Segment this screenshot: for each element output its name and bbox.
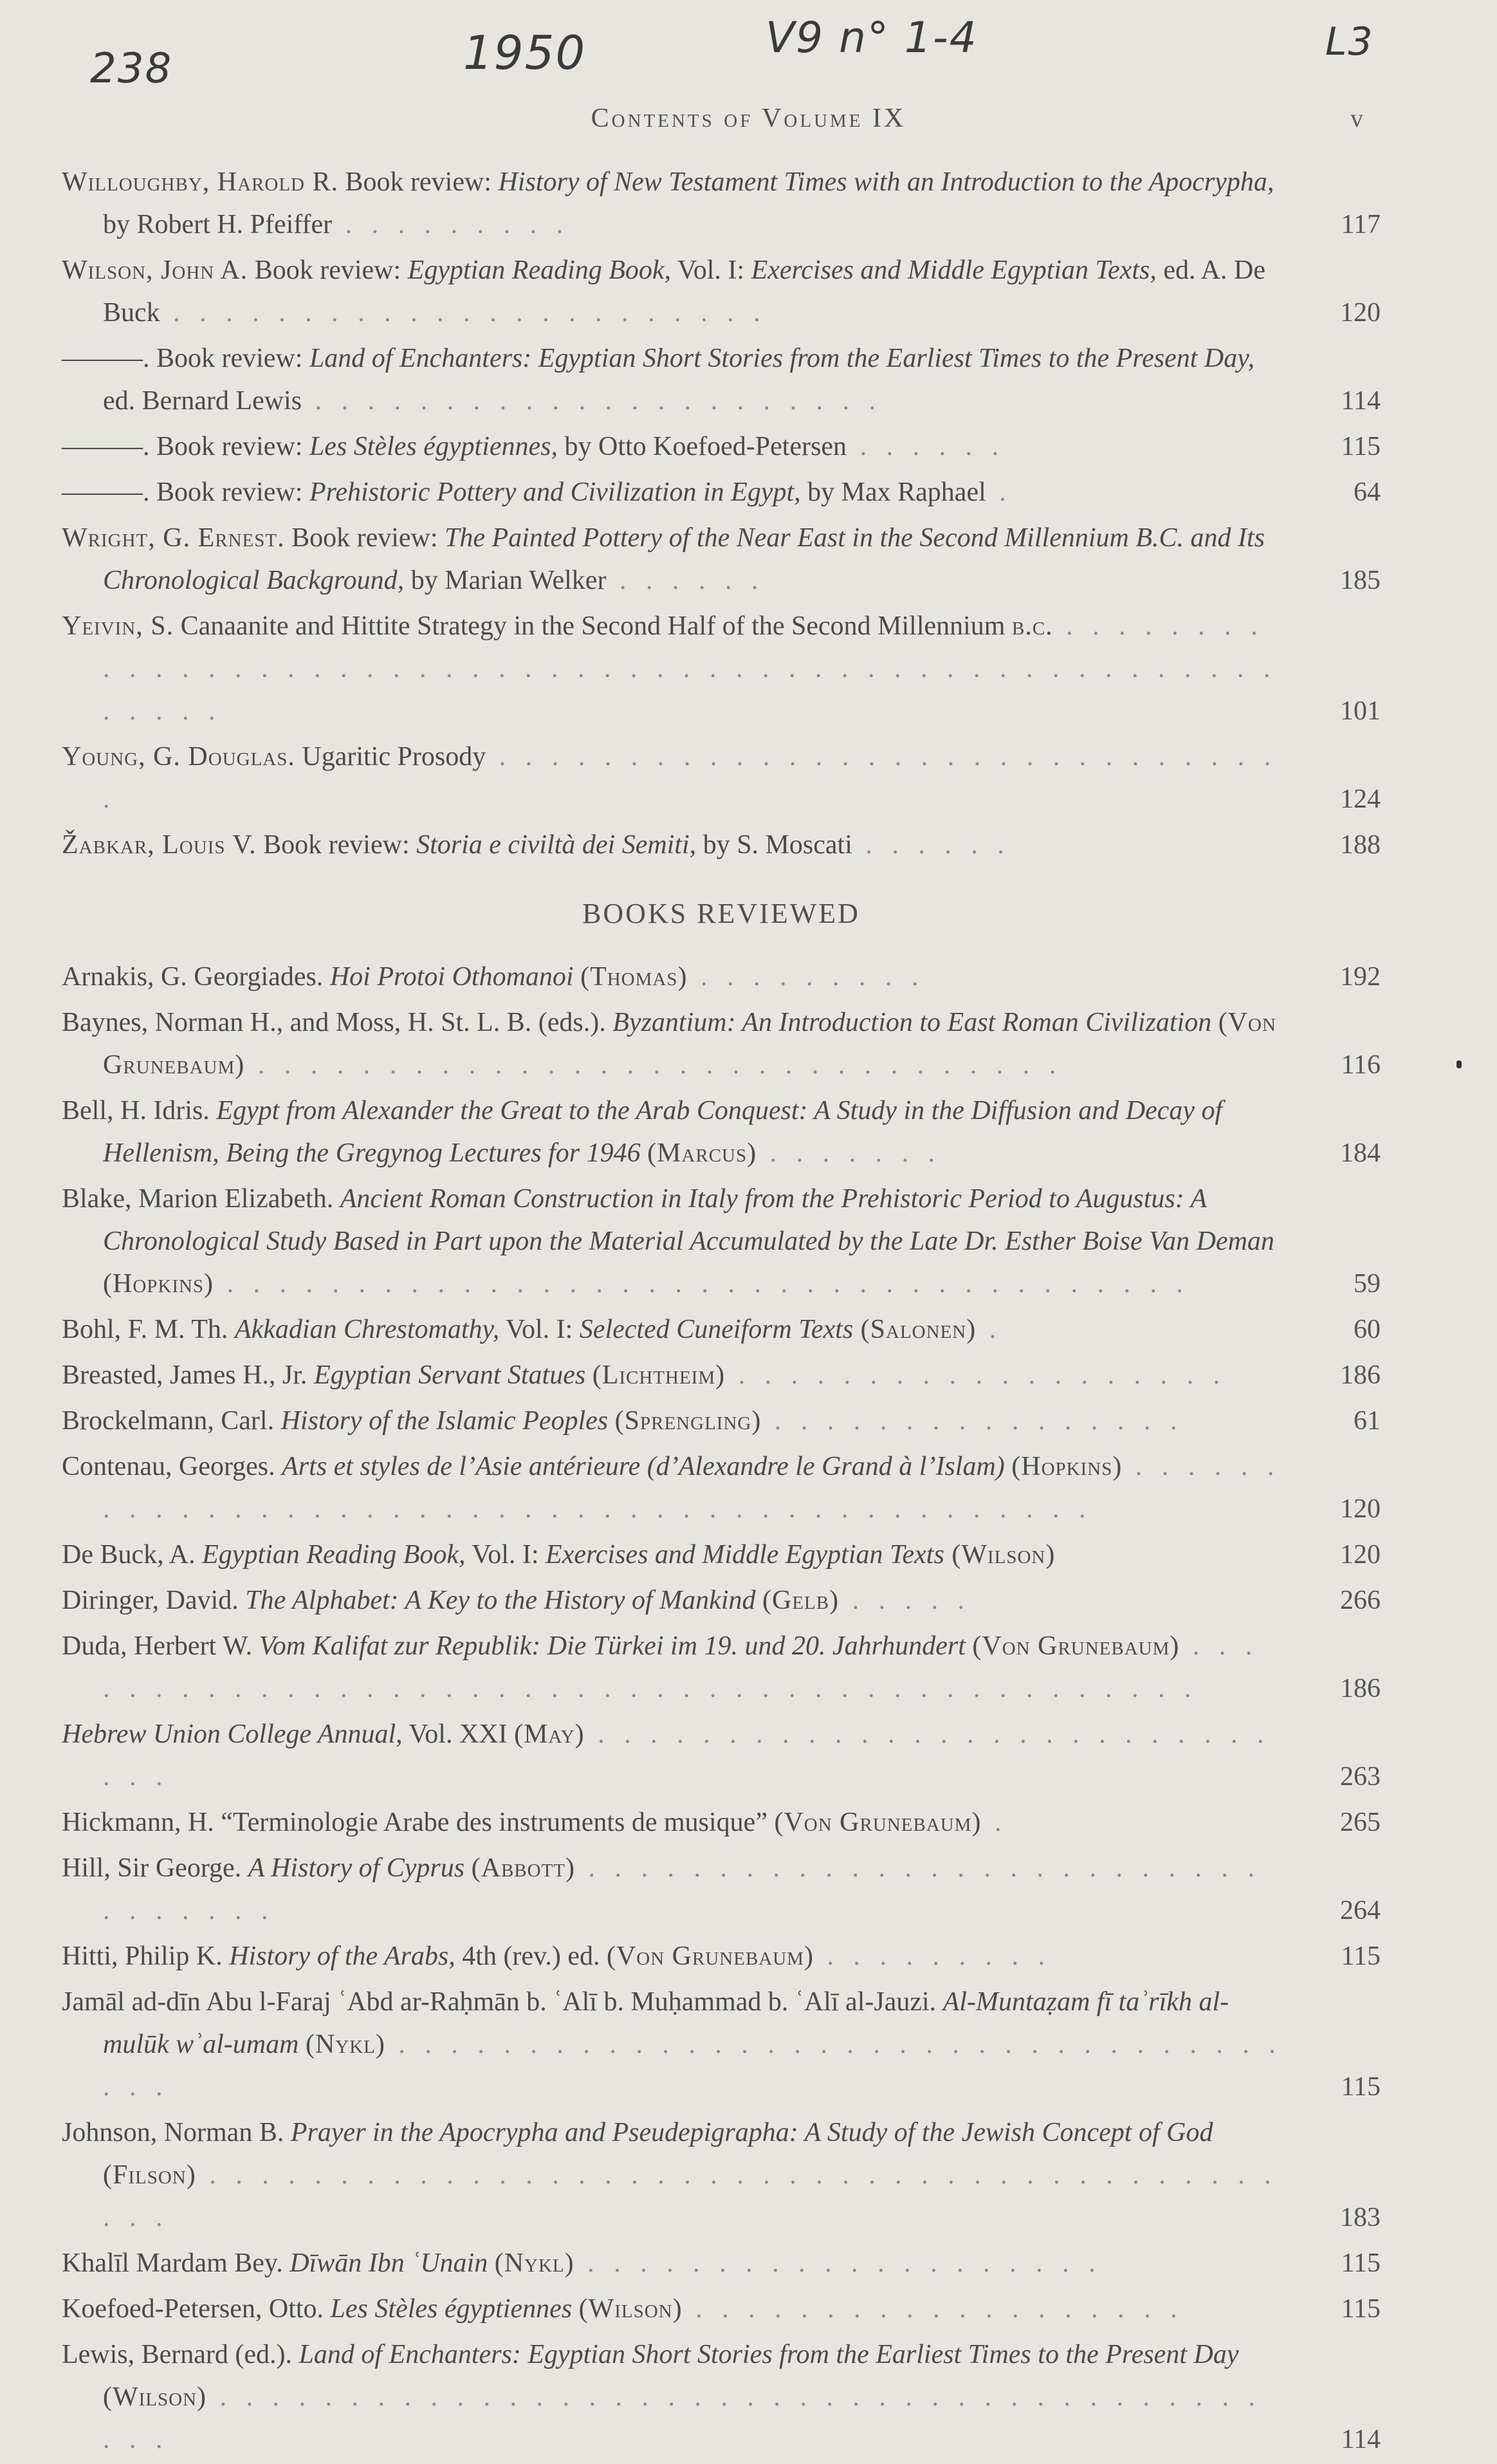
page-number: 192 xyxy=(1340,962,1381,992)
reviewer-name: (Sprengling) xyxy=(614,1406,762,1436)
book-author: Bell, H. Idris. xyxy=(62,1096,217,1125)
list-item xyxy=(62,1533,1381,1576)
list-item: Hickmann, H. “Terminologie Arabe des instruments de musique” (Von Grunebaum) . 265 xyxy=(62,1801,1381,1844)
list-item: ———. Book review: Land of Enchanters: Egyptian Short Stories from the Earliest Times to the Present Day, ed. Bernard Lewis . . . . . . . . . . . . . . . . . . . . . . 114 xyxy=(62,337,1381,422)
book-mid xyxy=(572,2294,579,2324)
reviewer-name: (Wilson) xyxy=(578,2294,683,2324)
book-title-2: Selected Cuneiform Texts xyxy=(579,1315,854,1344)
book-title: Egyptian Reading Book, xyxy=(202,1540,466,1570)
list-item: Johnson, Norman B. Prayer in the Apocrypha and Pseudepigrapha: A Study of the Jewish Concept of God (Filson) . . . . . . . . . . . . . . . . . . . . . . . . . . . . . . . . . . . . . . . . . . . . 183 xyxy=(62,2111,1381,2239)
page-number: 59 xyxy=(1354,1269,1381,1299)
author-name: ———. xyxy=(62,432,150,461)
book-title: Akkadian Chrestomathy, xyxy=(234,1315,500,1344)
book-mid: Vol. XXI xyxy=(402,1719,515,1749)
list-item: Jamāl ad-dīn Abu l-Faraj ʿAbd ar-Raḥmān b. ʿAlī b. Muḥammad b. ʿAlī al-Jauzi. Al-Muntaẓam fī taʾrīkh al-mulūk wʾal-umam (Nykl) . . . . . . . . . . . . . . . . . . . . . . . . . . . . . . . . . . . . . 115 xyxy=(62,1981,1381,2108)
handwritten-page-number: 238 xyxy=(90,45,173,93)
book-title: History of the Islamic Peoples xyxy=(280,1406,609,1436)
list-item: ———. Book review: Les Stèles égyptiennes, by Otto Koefoed-Petersen . . . . . . 115 xyxy=(62,425,1381,468)
book-author: De Buck, A. xyxy=(62,1540,203,1570)
page-number: 265 xyxy=(1340,1808,1381,1837)
entry-text: Book review: xyxy=(149,344,309,373)
entry-text: Book review: xyxy=(149,432,309,461)
book-mid xyxy=(641,1138,648,1168)
reviewer-name: (Hopkins) xyxy=(1011,1452,1123,1481)
entry-tail: b.c. xyxy=(1011,611,1053,641)
book-title: Land of Enchanters: Egyptian Short Stories from the Earliest Times to the Present Day xyxy=(298,2340,1239,2369)
book-title: History of the Arabs, xyxy=(229,1941,455,1971)
list-item: Žabkar, Louis V. Book review: Storia e civiltà dei Semiti, by S. Moscati . . . . . . 188 xyxy=(62,824,1381,866)
book-mid xyxy=(585,1360,592,1390)
book-author: Arnakis, G. Georgiades. xyxy=(62,962,330,992)
book-title-2: Exercises and Middle Egyptian Texts xyxy=(546,1540,944,1570)
author-name: ———. xyxy=(62,344,150,373)
list-item: Wilson, John A. Book review: Egyptian Reading Book, Vol. I: Exercises and Middle Egyptian Texts, ed. A. De Buck . . . . . . . . . . . . . . . . . . . . . . . 120 xyxy=(62,249,1381,334)
entry-title: Storia e civiltà dei Semiti, xyxy=(416,830,697,860)
list-item: Khalīl Mardam Bey. Dīwān Ibn ʿUnain (Nykl) . . . . . . . . . . . . . . . . . . . . 115 xyxy=(62,2242,1381,2284)
book-author: Jamāl ad-dīn Abu l-Faraj ʿAbd ar-Raḥmān b. ʿAlī b. Muḥammad b. ʿAlī al-Jauzi. xyxy=(62,1987,943,2017)
book-mid xyxy=(756,1586,763,1615)
page-title: Contents of Volume IX xyxy=(591,104,906,133)
reviewer-name: (Lichtheim) xyxy=(592,1360,726,1390)
reviewer-name: (Von Grunebaum) xyxy=(774,1808,982,1837)
page-number: 264 xyxy=(1340,1896,1381,1925)
reviewer-name: (May) xyxy=(514,1719,585,1749)
author-name: Wright, G. Ernest. xyxy=(62,523,285,553)
book-title: Ancient Roman Construction in Italy from the Prehistoric Period to Augustus: A Chronological Study Based in Part upon the Material Accumulated by the Late Dr. Esther Boise Van Deman xyxy=(103,1184,1274,1256)
running-head xyxy=(0,103,1497,142)
page-number: 263 xyxy=(1340,1762,1381,1792)
entry-text: Book review: xyxy=(338,167,499,197)
book-author: Diringer, David. xyxy=(62,1586,246,1615)
contributors-list xyxy=(62,161,1381,2464)
book-mid: Vol. I: xyxy=(465,1540,546,1570)
book-title: Prayer in the Apocrypha and Pseudepigrapha: A Study of the Jewish Concept of God xyxy=(290,2118,1213,2147)
list-item: Yeivin, S. Canaanite and Hittite Strategy in the Second Half of the Second Millennium b.c. . . . . . . . . . . . . . . . . . . . . . . . . . . . . . . . . . . . . . . . . . . . . . . . . . . . . . . . . . . 101 xyxy=(62,605,1381,732)
book-mid xyxy=(608,1406,615,1436)
book-title: Arts et styles de l’Asie antérieure (d’Alexandre le Grand à l’Islam) xyxy=(282,1452,1005,1481)
book-author: Khalīl Mardam Bey. xyxy=(62,2248,290,2278)
entry-title: Les Stèles égyptiennes, xyxy=(309,432,558,461)
page-number: 120 xyxy=(1340,298,1381,328)
book-author: Lewis, Bernard (ed.). xyxy=(62,2340,299,2369)
page-number: 60 xyxy=(1354,1315,1381,1344)
list-item: Baynes, Norman H., and Moss, H. St. L. B. (eds.). Byzantium: An Introduction to East Roman Civilization (Von Grunebaum) . . . . . . . . . . . . . . . . . . . . . . . . . . . . . . . 116 xyxy=(62,1001,1381,1086)
book-title: Al-Muntaẓam fī taʾrīkh al-mulūk wʾal-umam xyxy=(103,1987,1229,2059)
reviewer-name: (Gelb) xyxy=(762,1586,840,1615)
entry-tail: by S. Moscati xyxy=(696,830,852,860)
book-author: Hitti, Philip K. xyxy=(62,1941,230,1971)
reviewer-name: (Thomas) xyxy=(580,962,688,992)
stray-mark xyxy=(1456,1061,1462,1068)
entry-tail: Vol. I: xyxy=(671,255,751,285)
book-author: Baynes, Norman H., and Moss, H. St. L. B. (eds.). xyxy=(62,1008,613,1037)
book-title: The Alphabet: A Key to the History of Mankind xyxy=(245,1586,756,1615)
reviewer-name: (Wilson) xyxy=(103,2382,207,2412)
page-number: 115 xyxy=(1341,2294,1381,2324)
book-title: Dīwān Ibn ʿUnain xyxy=(289,2248,488,2278)
book-author: Hill, Sir George. xyxy=(62,1853,248,1883)
page-number: 183 xyxy=(1340,2203,1381,2232)
entry-text: Book review: xyxy=(248,255,408,285)
book-author: Johnson, Norman B. xyxy=(62,2118,291,2147)
book-mid xyxy=(298,2030,306,2059)
entry-text: Ugaritic Prosody xyxy=(295,742,486,772)
author-name: Wilson, John A. xyxy=(62,255,248,285)
list-item: Diringer, David. The Alphabet: A Key to the History of Mankind (Gelb) . . . . . 266 xyxy=(62,1579,1381,1622)
handwritten-volume-note: V9 n° 1-4 xyxy=(766,13,978,62)
book-mid: 4th (rev.) ed. xyxy=(455,1941,607,1971)
author-name: Young, G. Douglas. xyxy=(62,742,295,772)
book-author: Duda, Herbert W. xyxy=(62,1631,259,1661)
reviewer-name: (Hopkins) xyxy=(103,1269,214,1299)
reviewer-name: (Salonen) xyxy=(853,1315,977,1344)
page-number: 101 xyxy=(1340,696,1381,726)
reviewer-name: (Nykl) xyxy=(494,2248,574,2278)
book-author: Koefoed-Petersen, Otto. xyxy=(62,2294,331,2324)
page-number: 186 xyxy=(1340,1360,1381,1390)
entry-text: Book review: xyxy=(284,523,445,553)
page-folio: v xyxy=(1350,104,1363,133)
list-item: Hitti, Philip K. History of the Arabs, 4th (rev.) ed. (Von Grunebaum) . . . . . . . . . 115 xyxy=(62,1935,1381,1978)
book-title: Vom Kalifat zur Republik: Die Türkei im 19. und 20. Jahrhundert xyxy=(259,1631,966,1661)
section-heading: BOOKS REVIEWED xyxy=(582,898,860,929)
list-item: Contenau, Georges. Arts et styles de l’Asie antérieure (d’Alexandre le Grand à l’Islam) (Hopkins) . . . . . . . . . . . . . . . . . . . . . . . . . . . . . . . . . . . . . . . . . . . . 120 xyxy=(62,1445,1381,1530)
page-number: 115 xyxy=(1341,1941,1381,1971)
author-name: Žabkar, Louis V. xyxy=(62,830,257,860)
books-reviewed-list xyxy=(62,956,1381,2461)
reviewer-name: (Nykl) xyxy=(305,2030,385,2059)
reviewer-name: (Marcus) xyxy=(647,1138,757,1168)
list-item: Duda, Herbert W. Vom Kalifat zur Republik: Die Türkei im 19. und 20. Jahrhundert (Von Grunebaum) . . . . . . . . . . . . . . . . . . . . . . . . . . . . . . . . . . . . . . . . . . . . . 186 xyxy=(62,1625,1381,1710)
entry-tail: ed. Bernard Lewis xyxy=(103,386,302,416)
book-title: Egyptian Servant Statues xyxy=(313,1360,586,1390)
list-item: Young, G. Douglas. Ugaritic Prosody . . . . . . . . . . . . . . . . . . . . . . . . . . . . . . . 124 xyxy=(62,736,1381,820)
book-title: Hebrew Union College Annual, xyxy=(62,1719,403,1749)
book-title: A History of Cyprus xyxy=(248,1853,465,1883)
entry-title-2: Exercises and Middle Egyptian Texts, xyxy=(751,255,1157,285)
list-item: Brockelmann, Carl. History of the Islamic Peoples (Sprengling) . . . . . . . . . . . . . . . . 61 xyxy=(62,1400,1381,1442)
book-author: Brockelmann, Carl. xyxy=(62,1406,281,1436)
author-name: ———. xyxy=(62,477,150,507)
list-item: Breasted, James H., Jr. Egyptian Servant Statues (Lichtheim) . . . . . . . . . . . . . . . . . . . 186 xyxy=(62,1354,1381,1396)
reviewer-name: (Wilson) xyxy=(944,1540,1056,1570)
book-mid: Vol. I: xyxy=(499,1315,580,1344)
page-number: 266 xyxy=(1340,1586,1381,1615)
reviewer-name: (Von Grunebaum) xyxy=(103,1008,1276,1080)
entry-tail: by Otto Koefoed-Petersen xyxy=(558,432,847,461)
entry-title: The Painted Pottery of the Near East in the Second Millennium B.C. and Its Chronological Background, xyxy=(103,523,1265,595)
page-number: 185 xyxy=(1340,566,1381,595)
page-number: 116 xyxy=(1341,1050,1381,1080)
list-item: ———. Book review: Prehistoric Pottery and Civilization in Egypt, by Max Raphael . 64 xyxy=(62,471,1381,514)
entry-tail: by Marian Welker xyxy=(404,566,607,595)
book-author: Contenau, Georges. xyxy=(62,1452,282,1481)
list-item: Blake, Marion Elizabeth. Ancient Roman Construction in Italy from the Prehistoric Period to Augustus: A Chronological Study Based in Part upon the Material Accumulated by the Late Dr. Esther Boise Van Deman (Hopkins) . . . . . . . . . . . . . . . . . . . . . . . . . . . . . . . . . . . . . 59 xyxy=(62,1178,1381,1305)
page-number: 115 xyxy=(1341,2072,1381,2102)
author-name: Yeivin, S. xyxy=(62,611,174,641)
list-item: Bell, H. Idris. Egypt from Alexander the Great to the Arab Conquest: A Study in the Diffusion and Decay of Hellenism, Being the Gregynog Lectures for 1946 (Marcus) . . . . . . . 184 xyxy=(62,1089,1381,1174)
book-title: Hoi Protoi Othomanoi xyxy=(329,962,574,992)
list-item: Bohl, F. M. Th. Akkadian Chrestomathy, Vol. I: Selected Cuneiform Texts (Salonen) . 60 xyxy=(62,1308,1381,1351)
page-number: 124 xyxy=(1340,784,1381,814)
list-item: Willoughby, Harold R. Book review: History of New Testament Times with an Introduction to the Apocrypha, by Robert H. Pfeiffer . . . . . . . . . 117 xyxy=(62,161,1381,246)
page-number: 117 xyxy=(1341,210,1381,239)
book-mid xyxy=(1005,1452,1012,1481)
book-title: Egypt from Alexander the Great to the Arab Conquest: A Study in the Diffusion and Decay of Hellenism, Being the Gregynog Lectures for 1946 xyxy=(103,1096,1223,1168)
author-name: Willoughby, Harold R. xyxy=(62,167,339,197)
entry-tail-2: ed. A. De Buck xyxy=(103,255,1265,328)
page-number: 186 xyxy=(1340,1674,1381,1703)
reviewer-name: (Von Grunebaum) xyxy=(606,1941,814,1971)
entry-tail: by Max Raphael xyxy=(800,477,986,507)
book-title: Les Stèles égyptiennes xyxy=(330,2294,573,2324)
entry-text: Book review: xyxy=(256,830,417,860)
book-title: Byzantium: An Introduction to East Roman Civilization xyxy=(612,1008,1212,1037)
list-item: Hill, Sir George. A History of Cyprus (Abbott) . . . . . . . . . . . . . . . . . . . . . . . . . . . . . . . . . 264 xyxy=(62,1847,1381,1932)
reviewer-name: (Von Grunebaum) xyxy=(972,1631,1180,1661)
page-number: 114 xyxy=(1341,386,1381,416)
entry-title: Land of Enchanters: Egyptian Short Stories from the Earliest Times to the Present Day, xyxy=(309,344,1255,373)
entry-tail: by Robert H. Pfeiffer xyxy=(103,210,333,239)
book-mid xyxy=(574,962,581,992)
page-number: 61 xyxy=(1354,1406,1381,1436)
reviewer-name: (Abbott) xyxy=(471,1853,575,1883)
page-number: 114 xyxy=(1341,2425,1381,2454)
page-number: 120 xyxy=(1340,1494,1381,1524)
list-item: Hebrew Union College Annual, Vol. XXI (May) . . . . . . . . . . . . . . . . . . . . . . . . . . . . . 263 xyxy=(62,1713,1381,1798)
entry-title: History of New Testament Times with an Introduction to the Apocrypha, xyxy=(498,167,1274,197)
book-author: Bohl, F. M. Th. xyxy=(62,1315,235,1344)
page-number: 64 xyxy=(1354,477,1381,507)
book-mid xyxy=(1211,1008,1218,1037)
book-mid xyxy=(464,1853,472,1883)
reviewer-name: (Filson) xyxy=(103,2160,196,2190)
page-number: 115 xyxy=(1341,2248,1381,2278)
entry-title: Egyptian Reading Book, xyxy=(407,255,672,285)
entry-text: Book review: xyxy=(149,477,309,507)
entry-text: Canaanite and Hittite Strategy in the Second Half of the Second Millennium xyxy=(174,611,1012,641)
entry-title: Prehistoric Pottery and Civilization in Egypt, xyxy=(309,477,801,507)
book-author: Breasted, James H., Jr. xyxy=(62,1360,314,1390)
list-item: Koefoed-Petersen, Otto. Les Stèles égyptiennes (Wilson) . . . . . . . . . . . . . . . . . . . 115 xyxy=(62,2288,1381,2330)
page-number: 188 xyxy=(1340,830,1381,860)
book-mid xyxy=(966,1631,973,1661)
handwritten-shelf-mark: L3 xyxy=(1325,19,1374,64)
page-number: 115 xyxy=(1341,432,1381,461)
list-item: Wright, G. Ernest. Book review: The Painted Pottery of the Near East in the Second Millennium B.C. and Its Chronological Background, by Marian Welker . . . . . . 185 xyxy=(62,517,1381,602)
handwritten-year: 1950 xyxy=(463,26,587,80)
page-number: 120 xyxy=(1340,1540,1381,1570)
book-author: Hickmann, H. “Terminologie Arabe des instruments de musique” xyxy=(62,1808,775,1837)
list-item: Lewis, Bernard (ed.). Land of Enchanters: Egyptian Short Stories from the Earliest Times to the Present Day (Wilson) . . . . . . . . . . . . . . . . . . . . . . . . . . . . . . . . . . . . . . . . . . . 114 xyxy=(62,2333,1381,2461)
page-number: 184 xyxy=(1340,1138,1381,1168)
list-item: Arnakis, G. Georgiades. Hoi Protoi Othomanoi (Thomas) . . . . . . . . . 192 xyxy=(62,956,1381,998)
book-author: Blake, Marion Elizabeth. xyxy=(62,1184,340,1214)
book-mid xyxy=(488,2248,495,2278)
